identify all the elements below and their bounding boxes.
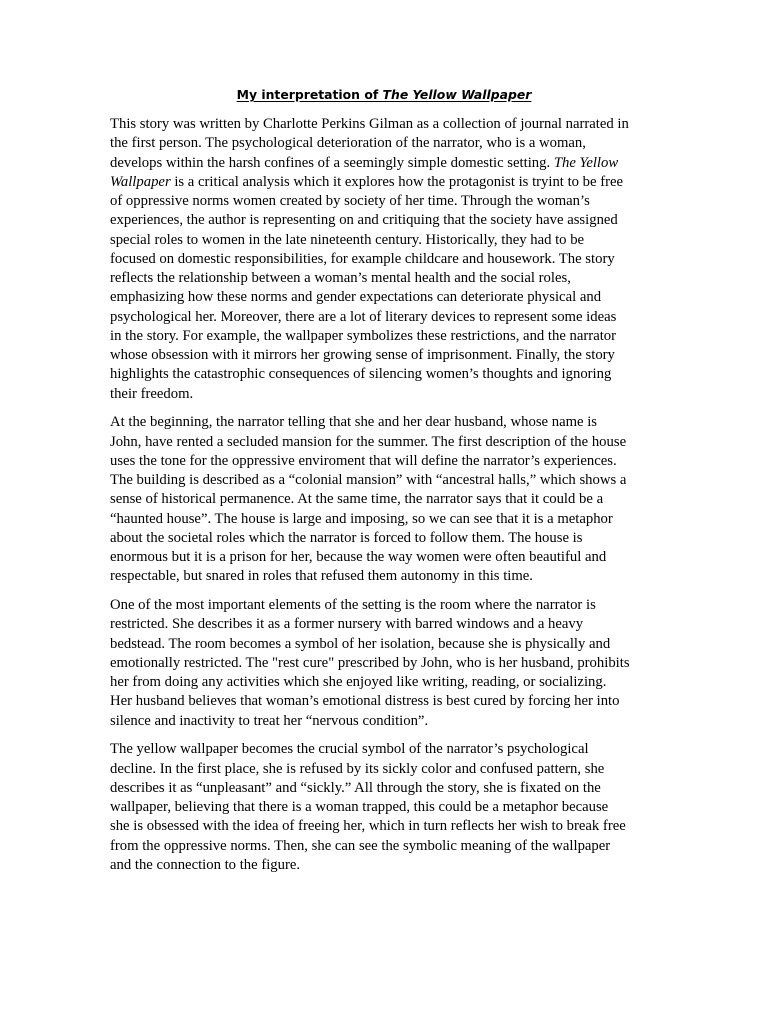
paragraph-line: The yellow wallpaper becomes the crucial symbol of the narrator’s psychological: [110, 741, 589, 758]
paragraph-line: Wallpaper is a critical analysis which it explores how the protagonist is tryint to be free: [110, 173, 624, 190]
italic-text: The Yellow: [553, 154, 619, 171]
paragraph-line: respectable, but snared in roles that refused them autonomy in this time.: [110, 568, 533, 585]
paragraph: [110, 740, 662, 875]
paragraph-line: restricted. She describes it as a former nursery with barred windows and a heavy: [110, 616, 584, 633]
paragraph-line: whose obsession with it mirrors her growing sense of imprisonment. Finally, the story: [110, 347, 615, 363]
paragraph-line: the first person. The psychological deterioration of the narrator, who is a woman,: [110, 135, 586, 152]
paragraph: [110, 413, 662, 586]
paragraph: [110, 596, 662, 731]
paragraph-line: emotionally restricted. The "rest cure" prescribed by John, who is her husband, prohibits: [110, 654, 630, 671]
paragraph-line: her from doing any activities which she enjoyed like writing, reading, or socializing.: [110, 674, 607, 690]
paragraph-line: bedstead. The room becomes a symbol of her isolation, because she is physically and: [110, 635, 611, 652]
paragraph-line: decline. In the first place, she is refused by its sickly color and confused pattern, she: [110, 760, 605, 777]
paragraph-line: from the oppressive norms. Then, she can see the symbolic meaning of the wallpaper: [110, 837, 611, 854]
paragraph-line: uses the tone for the oppressive enviroment that will define the narrator’s experiences.: [110, 452, 617, 469]
document-title: [0, 87, 768, 103]
paragraph-line: describes it as “unpleasant” and “sickly.” All through the story, she is fixated on the: [110, 779, 601, 796]
paragraph-line: in the story. For example, the wallpaper symbolizes these restrictions, and the narrator: [110, 327, 617, 344]
paragraph-line: enormous but it is a prison for her, because the way women were often beautiful and: [110, 549, 607, 565]
paragraph-line: psychological her. Moreover, there are a lot of literary devices to represent some ideas: [110, 308, 617, 325]
title-work: The Yellow Wallpaper: [382, 87, 532, 102]
paragraph-line: their freedom.: [110, 385, 194, 402]
paragraph-line: highlights the catastrophic consequences of silencing women’s thoughts and ignoring: [110, 366, 612, 383]
paragraph-line: and the connection to the figure.: [110, 856, 301, 873]
italic-text: Wallpaper: [110, 173, 171, 190]
paragraph-line: reflects the relationship between a woman’s mental health and the social roles,: [110, 270, 571, 286]
title-prefix: My interpretation of: [236, 87, 383, 102]
paragraph-line: At the beginning, the narrator telling that she and her dear husband, whose name is: [110, 414, 597, 431]
paragraph-line: about the societal roles which the narrator is forced to follow them. The house is: [110, 529, 583, 546]
document-body: [110, 115, 662, 885]
paragraph-line: wallpaper, believing that there is a woman trapped, this could be a metaphor because: [110, 799, 609, 815]
paragraph-line: develops within the harsh confines of a seemingly simple domestic setting. The Yellow: [110, 154, 619, 171]
paragraph-line: focused on domestic responsibilities, for example childcare and housework. The story: [110, 250, 615, 267]
paragraph-line: The building is described as a “colonial mansion” with “ancestral halls,” which shows a: [110, 472, 627, 488]
paragraph-line: John, have rented a secluded mansion for the summer. The first description of the house: [110, 433, 627, 450]
paragraph-line: sense of historical permanence. At the same time, the narrator says that it could be a: [110, 491, 604, 508]
paragraph-line: Her husband believes that woman’s emotional distress is best cured by forcing her into: [110, 693, 620, 710]
paragraph-line: This story was written by Charlotte Perkins Gilman as a collection of journal narrated in: [110, 116, 629, 132]
paragraph-line: emphasizing how these norms and gender expectations can deteriorate physical and: [110, 289, 602, 306]
paragraph-line: “haunted house”. The house is large and imposing, so we can see that it is a metaphor: [110, 510, 613, 527]
paragraph-line: she is obsessed with the idea of freeing her, which in turn reflects her wish to break free: [110, 818, 626, 835]
paragraph-line: One of the most important elements of the setting is the room where the narrator is: [110, 597, 596, 613]
paragraph-line: experiences, the author is representing on and critiquing that the society have assigned: [110, 212, 618, 229]
paragraph: [110, 115, 662, 404]
paragraph-line: special roles to women in the late nineteenth century. Historically, they had to be: [110, 231, 585, 248]
paragraph-line: silence and inactivity to treat her “nervous condition”.: [110, 712, 429, 729]
paragraph-line: of oppressive norms women created by society of her time. Through the woman’s: [110, 193, 590, 209]
